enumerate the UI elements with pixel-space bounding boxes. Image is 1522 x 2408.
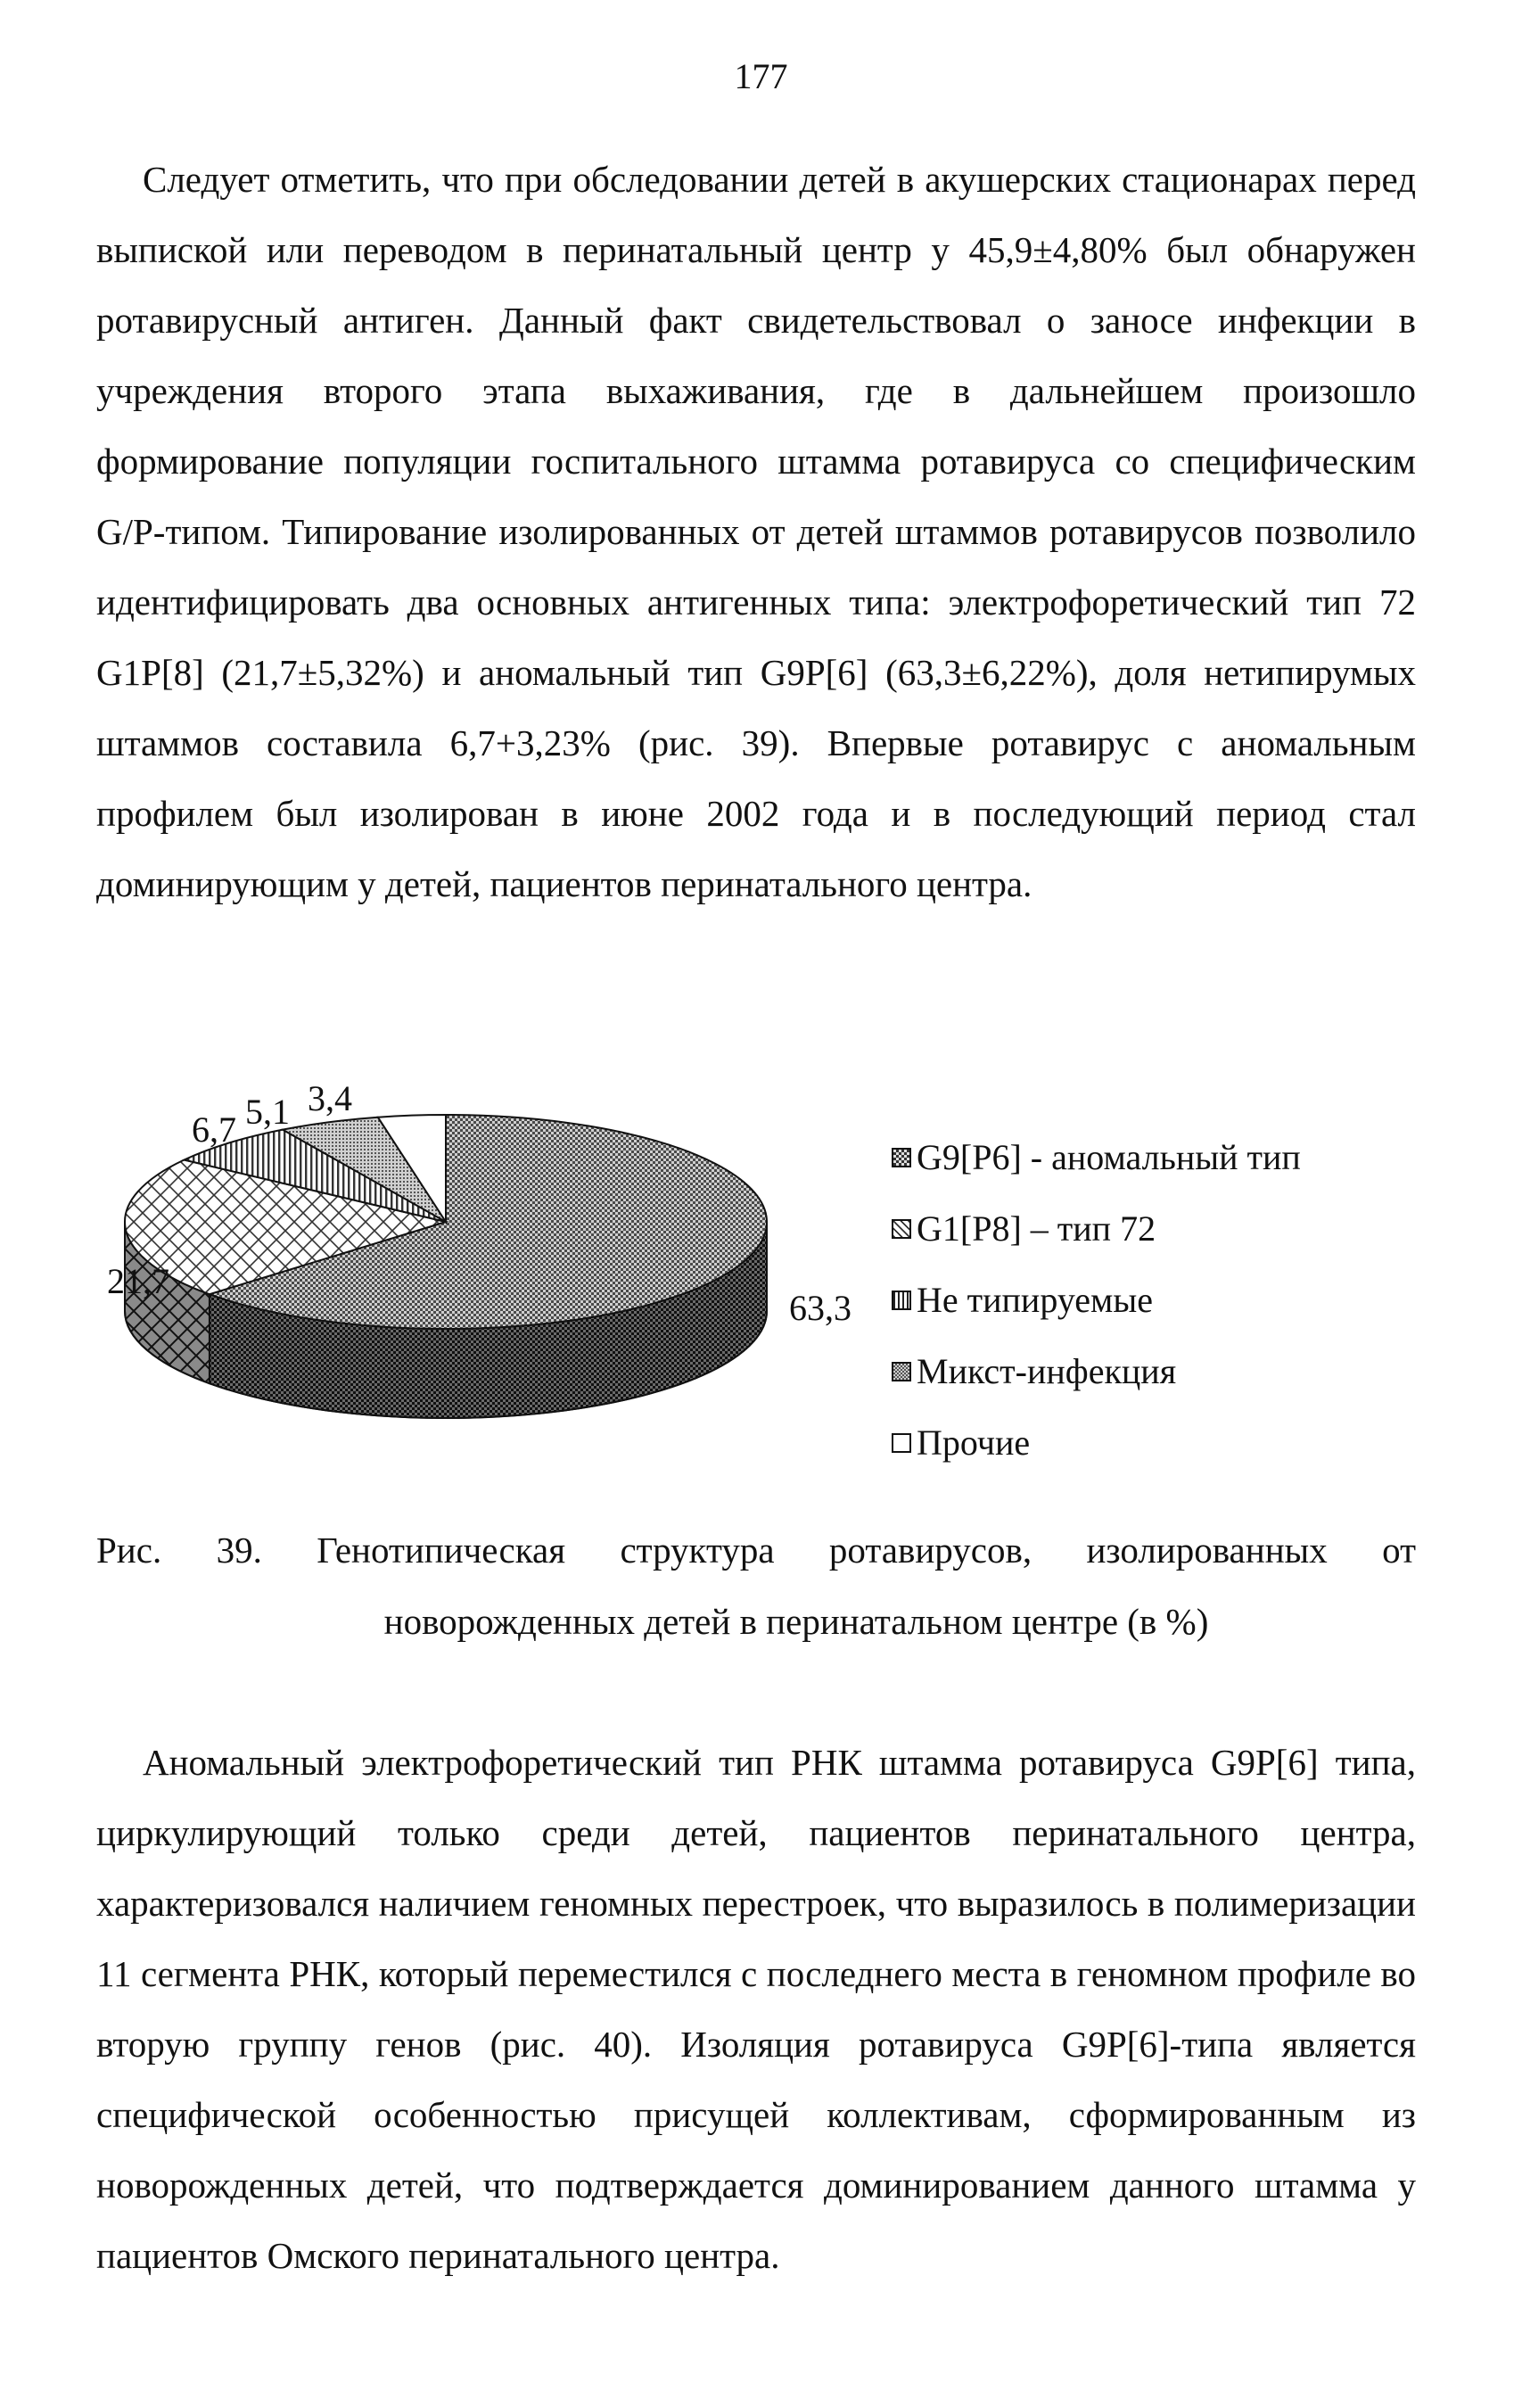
pie-value-label: 21,7 (107, 1261, 169, 1301)
legend-label: Микст-инфекция (917, 1351, 1177, 1391)
pie-value-label: 63,3 (789, 1288, 851, 1328)
legend-label: G1[P8] – тип 72 (917, 1208, 1156, 1249)
caption-word: изолированных (1086, 1530, 1328, 1571)
legend-swatch-white-icon (892, 1433, 911, 1453)
figure-39 (0, 1070, 1522, 1489)
page-number: 177 (734, 56, 788, 96)
paragraph-text: Следует отметить, что при обследовании детей в акушерских стационарах перед выпиской или переводом в перинатальный центр у 45,9±4,80% был обнаружен ротавирусный антиген. Данный факт свидетельствовал о заносе инфекции в учреждения второго этапа выхаживания, где в дальнейшем произошло формирование популяции госпитального штамма ротавируса со специфическим G/P-типом. Типирование изолированных от детей штаммов ротавирусов позволило идентифицировать два основных антигенных типа: электрофоретический тип 72 G1P[8] (21,7±5,32%) и аномальный тип G9P[6] (63,3±6,22%), доля нетипирумых штаммов составила 6,7+3,23% (рис. 39). Впервые ротавирус с аномальным профилем был изолирован в июне 2002 года и в последующий период стал доминирующим у детей, пациентов перинатального центра. (96, 159, 1416, 904)
chart-legend (892, 1122, 1301, 1479)
legend-item-untyped (892, 1265, 1301, 1336)
legend-swatch-crosshatch-icon (892, 1219, 911, 1239)
body-paragraph-2 (96, 1728, 1416, 2291)
body-paragraph-1 (96, 144, 1416, 919)
caption-line-1 (96, 1514, 1416, 1586)
pie-chart (107, 1070, 851, 1489)
legend-item-other (892, 1407, 1301, 1479)
legend-swatch-fine-checker-icon (892, 1148, 911, 1167)
pie-value-label: 3,4 (308, 1078, 352, 1118)
legend-item-g1p8 (892, 1193, 1301, 1265)
legend-item-g9p6 (892, 1122, 1301, 1193)
legend-label: Не типируемые (917, 1280, 1153, 1320)
caption-number: 39. (216, 1530, 262, 1571)
caption-word: Генотипическая (317, 1530, 566, 1571)
legend-swatch-dots-icon (892, 1362, 911, 1381)
caption-word: структура (620, 1530, 775, 1571)
caption-line-2: новорожденных детей в перинатальном центре (в %) (383, 1601, 1209, 1642)
legend-swatch-vertical-lines-icon (892, 1291, 911, 1310)
caption-word: от (1382, 1530, 1416, 1571)
legend-label: G9[P6] - аномальный тип (917, 1137, 1301, 1177)
pie-value-label: 6,7 (192, 1109, 236, 1150)
caption-prefix: Рис. (96, 1530, 162, 1571)
paragraph-text: Аномальный электрофоретический тип РНК штамма ротавируса G9P[6] типа, циркулирующий только среди детей, пациентов перинатального центра, характеризовался наличием геномных перестроек, что выразилось в полимеризации 11 сегмента РНК, который переместился с последнего места в геномном профиле во вторую группу генов (рис. 40). Изоляция ротавируса G9P[6]-типа является специфической особенностью присущей коллективам, сформированным из новорожденных детей, что подтверждается доминированием данного штамма у пациентов Омского перинатального центра. (96, 1742, 1416, 2276)
legend-label: Прочие (917, 1423, 1031, 1463)
legend-item-mixed (892, 1336, 1301, 1407)
figure-caption (96, 1514, 1416, 1657)
pie-value-label: 5,1 (245, 1092, 290, 1132)
caption-word: ротавирусов, (828, 1530, 1032, 1571)
